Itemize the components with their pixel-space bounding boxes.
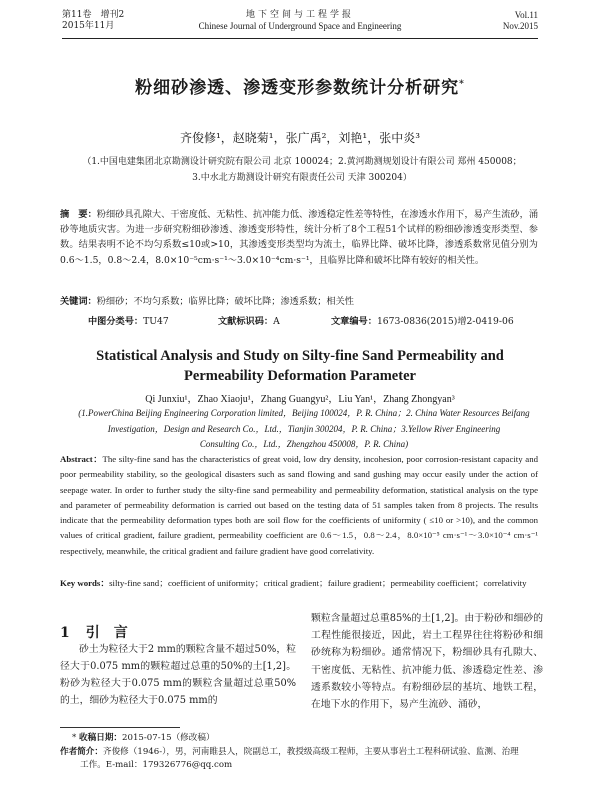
- article-no-value: 1673-0836(2015)增2-0419-06: [376, 316, 514, 327]
- abstract-cn-text: 粉细砂具孔隙大、干密度低、无粘性、抗冲能力低、渗透稳定性差等特性，在渗透水作用下，易产生流砂，涌砂等地质灾害。为进一步研究粉细砂渗透、渗透变形特性，统计分析了8个工程51个试样的粉细砂渗透变形类型、参数。结果表明不论不均匀系数≤10或>10，其渗透变形类型均为流土，临界比降、破坏比降，渗透系数常见值分别为0.6～1.5，0.8～2.4，8.0×10⁻⁵cm·s⁻¹～3.0×10⁻⁴cm·s⁻¹，且临界比降和破坏比降有较好的相关性。: [60, 209, 539, 266]
- abstract-en-label: Abstract：: [60, 454, 103, 464]
- header-vol-en: Vol.11: [514, 10, 538, 20]
- authors-en: Qi Junxiu¹，Zhao Xiaoju¹，Zhang Guangyu²，Liu Yan¹，Zhang Zhongyan³: [145, 394, 455, 405]
- body-paragraph: 颗粒含量超过总重85%的土[1,2]。由于粉砂和细砂的工程性能很接近，因此，岩土工程界往往将粉砂和细砂统称为粉细砂。通常情况下，粉细砂具有孔隙大、干密度低、无粘性、抗冲能力低、渗透稳定性差、渗透系数较小等特点。有粉细砂层的基坑、地铁工程，在地下水的作用下，易产生流砂、涌砂，: [311, 613, 543, 711]
- affiliations-en: [74, 406, 534, 453]
- authors-cn: 齐俊修¹，赵晓菊¹，张广禹²，刘艳¹，张中炎³: [179, 131, 421, 145]
- footnotes: [60, 732, 538, 773]
- keywords-en-label: Key words：: [60, 578, 110, 588]
- header-volume: 第11卷 增刊2: [62, 10, 125, 20]
- section-number: 1: [60, 625, 70, 641]
- header-date-en: Nov.2015: [502, 21, 538, 31]
- footnote-author-cont: 工作。E-mail：179326776@qq.com: [80, 760, 233, 770]
- affiliation-cn-line: 3.中水北方勘测设计研究有限责任公司 天津 300204）: [192, 173, 412, 183]
- clc-number: [88, 313, 169, 327]
- article-no-label: 文章编号：: [331, 316, 377, 327]
- abstract-en: [60, 452, 538, 559]
- footnote-received: [60, 732, 538, 746]
- body-paragraph: 砂土为粒径大于2 mm的颗粒含量不超过50%，粒径大于0.075 mm的颗粒超过总重的50%的土[1,2]。粉砂为粒径大于0.075 mm的颗粒含量超过总重50%的土，细砂为粒径大于0.075 mm的: [60, 644, 296, 706]
- title-cn: [0, 73, 600, 98]
- footnote-mark: *: [72, 733, 77, 743]
- article-number: [331, 313, 514, 327]
- title-en-line: Statistical Analysis and Study on Silty-fine Sand Permeability and: [96, 348, 504, 364]
- clc-value: TU47: [143, 316, 169, 327]
- received-value: 2015-07-15（修改稿）: [122, 733, 215, 743]
- keywords-cn-label: 关键词：: [60, 296, 97, 307]
- keywords-en-text: silty-fine sand；coefficient of uniformity；critical gradient；failure gradient；permeability coefficient；correlativity: [109, 578, 527, 588]
- keywords-cn-text: 粉细砂；不均匀系数；临界比降；破坏比降；渗透系数；相关性: [96, 296, 354, 307]
- header-journal-name: [62, 10, 538, 32]
- header-journal-en: Chinese Journal of Underground Space and Engineering: [198, 21, 402, 31]
- clc-label: 中图分类号：: [88, 316, 144, 327]
- doc-code-value: A: [273, 316, 280, 327]
- body-column-right: [311, 610, 543, 713]
- title-cn-text: 粉细砂渗透、渗透变形参数统计分析研究: [135, 78, 460, 98]
- title-en-line: Permeability Deformation Parameter: [184, 368, 416, 384]
- keywords-cn: [60, 293, 538, 307]
- footnote-rule: [60, 727, 180, 728]
- title-cn-footnote-mark: *: [459, 79, 465, 90]
- section-title: 引 言: [85, 625, 128, 641]
- running-header: [62, 10, 538, 36]
- doc-code-label: 文献标识码：: [218, 316, 274, 327]
- affiliation-cn-line: （1.中国电建集团北京勘测设计研究院有限公司 北京 100024；2.黄河勘测规划设计有限公司 郑州 450008；: [82, 157, 522, 167]
- title-en: [0, 346, 600, 386]
- affiliations-cn: [60, 154, 544, 186]
- header-issue-info: [503, 10, 538, 32]
- affiliation-en-line: (1.PowerChina Beijing Engineering Corporation limited，Beijing 100024，P. R. China；2. China Water Resources Beifang: [78, 408, 530, 418]
- keywords-en: [60, 576, 538, 591]
- abstract-en-text: The silty-fine sand has the characteristics of great void, low dry density, incohesion, poor corrosion-resistant capacity and poor permeability stability, so the geological disasters such as sand flowing and sand gushing may occur easily under the action of seepage water. In order to further study the silty-fine sand permeability and permeability deformation, statistical analysis on the type and parameter of permeability deformation is carried out based on the testing data of 51 samples taken from 8 projects. The results indicate that the permeability deformation types both are soil flow for the coefficients of uniformity ( ≤10 or >10), and the common values of critical gradient, failure gradient, permeability coefficient are 0.6～1.5，0.8～2.4，8.0×10⁻⁵ cm·s⁻¹～3.0×10⁻⁴ cm·s⁻¹ respectively, meanwhile, the critical gradient and failure gradient have good correlativity.: [60, 454, 538, 556]
- header-rule: [62, 38, 538, 39]
- header-date: 2015年11月: [62, 21, 115, 31]
- section-heading: [60, 622, 128, 642]
- affiliation-en-line: Investigation，Design and Research Co.，Ltd.，Tianjin 300204，P. R. China；3.Yellow River Engineering: [107, 423, 501, 434]
- document-code: [218, 313, 280, 327]
- body-column-left: [60, 641, 296, 709]
- author-bio-label: 作者简介：: [60, 746, 103, 757]
- abstract-cn: [60, 207, 538, 268]
- header-journal-cn: 地下空间与工程学报: [245, 10, 354, 20]
- received-label: 收稿日期：: [79, 733, 123, 743]
- author-bio-value: 齐俊修（1946-），男，河南睢县人，院副总工，教授级高级工程师，主要从事岩土工程科研试验、监测、治理: [102, 746, 519, 757]
- footnote-author: [60, 746, 538, 760]
- abstract-cn-label: 摘 要：: [60, 209, 97, 220]
- affiliation-en-line: Consulting Co.，Ltd.，Zhengzhou 450008，P. R. China): [199, 439, 409, 449]
